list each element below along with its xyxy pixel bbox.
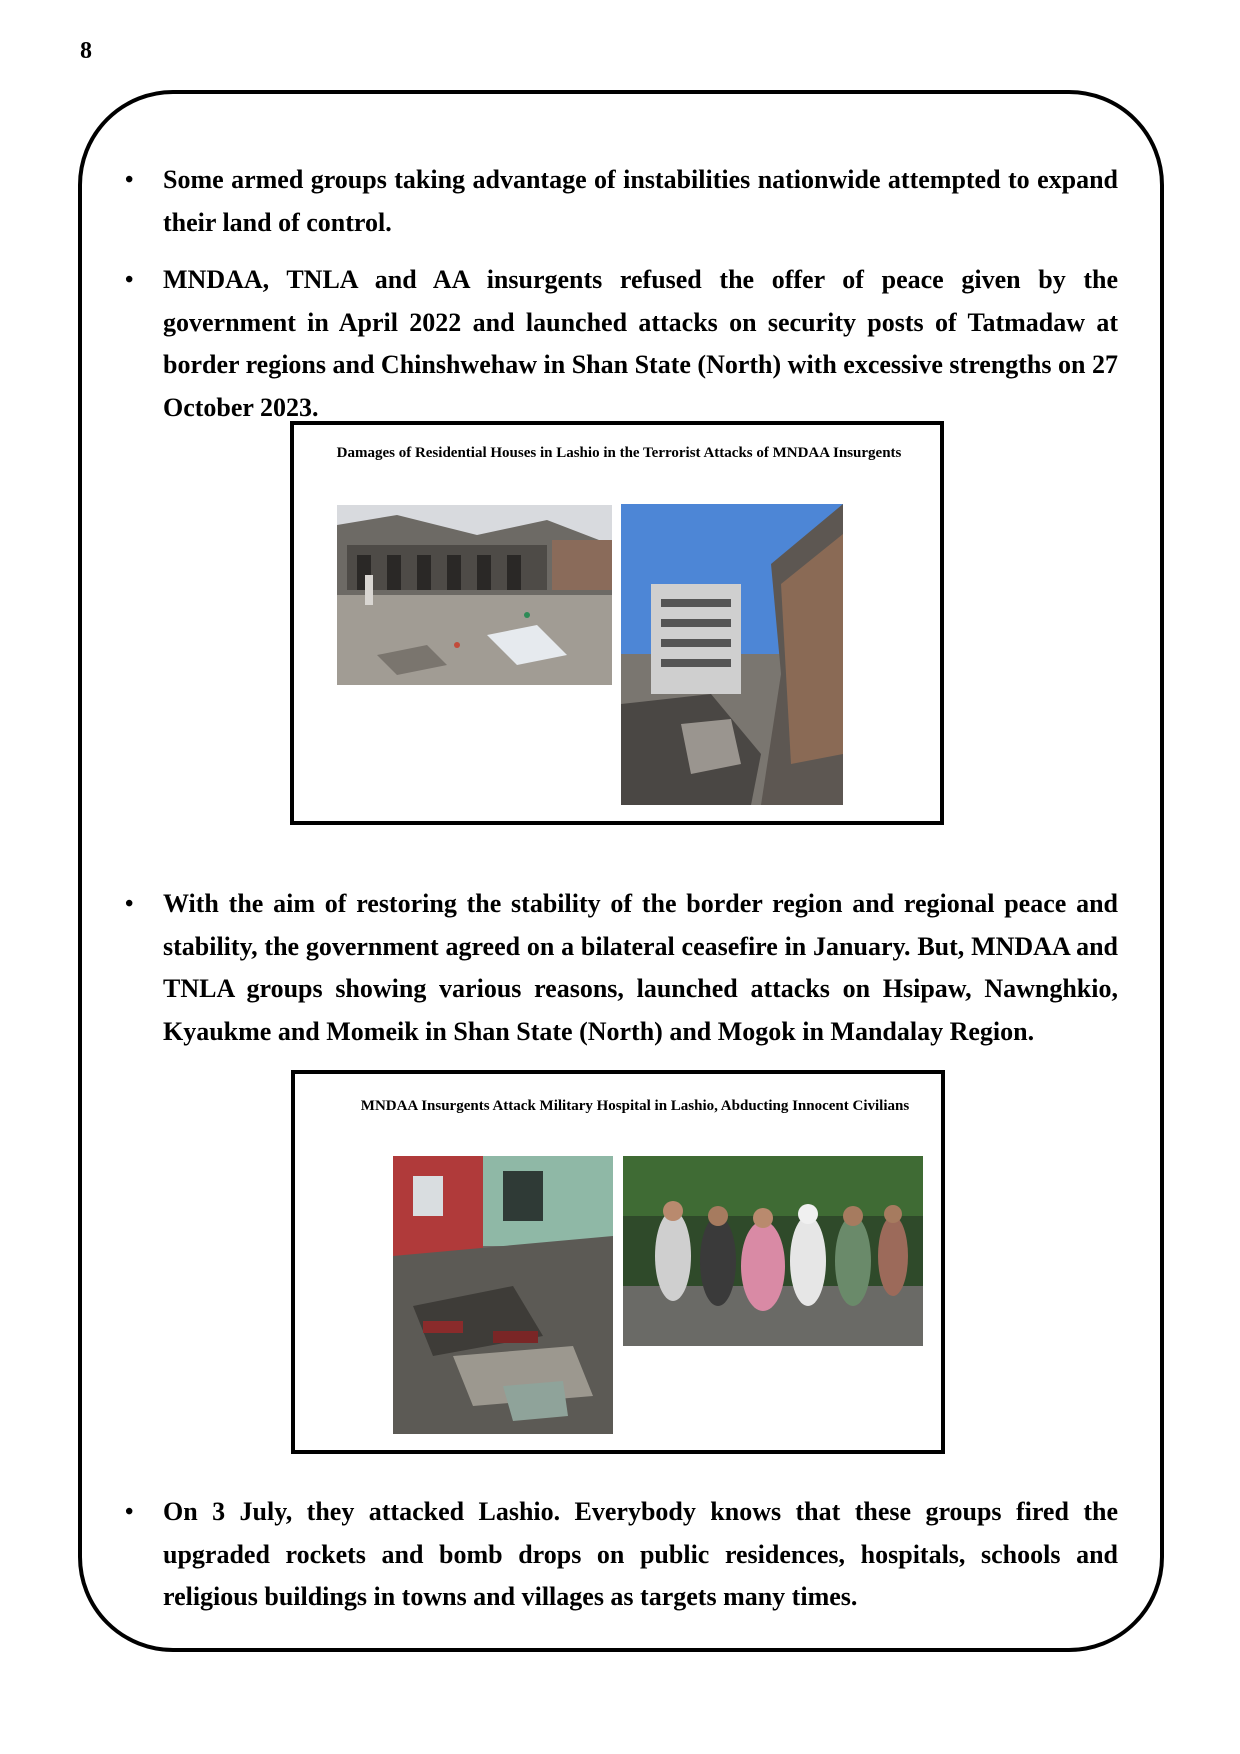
bullet-lashio-attack: • On 3 July, they attacked Lashio. Everybody knows that these groups fired the upgraded rockets and bomb drops on public residences, hospitals, schools and religious buildings in towns and villages as targets many times.: [163, 1491, 1118, 1619]
photo-destroyed-street: [337, 505, 612, 685]
figure-hospital-attack: [291, 1070, 945, 1454]
bullet-peace-refused: • MNDAA, TNLA and AA insurgents refused the offer of peace given by the government in April 2022 and launched attacks on security posts of Tatmadaw at border regions and Chinshwehaw in Shan State (North) with excessive strengths on 27 October 2023.: [163, 259, 1118, 429]
photo-collapsed-building: [621, 504, 843, 805]
figure-caption: Damages of Residential Houses in Lashio in the Terrorist Attacks of MNDAA Insurgents: [336, 445, 902, 461]
figure-residential-damage: [290, 421, 944, 825]
bullet-armed-groups: • Some armed groups taking advantage of instabilities nationwide attempted to expand their land of control.: [163, 159, 1118, 244]
figure-caption: MNDAA Insurgents Attack Military Hospital in Lashio, Abducting Innocent Civilians: [360, 1098, 910, 1114]
photo-hospital-rubble: [393, 1156, 613, 1434]
page-number: 8: [80, 38, 92, 64]
bullet-ceasefire: • With the aim of restoring the stability of the border region and regional peace and stability, the government agreed on a bilateral ceasefire in January. But, MNDAA and TNLA groups showing various reasons, launched attacks on Hsipaw, Nawnghkio, Kyaukme and Momeik in Shan State (North) and Mogok in Mandalay Region.: [163, 883, 1118, 1053]
photo-abducted-civilians: [623, 1156, 923, 1346]
